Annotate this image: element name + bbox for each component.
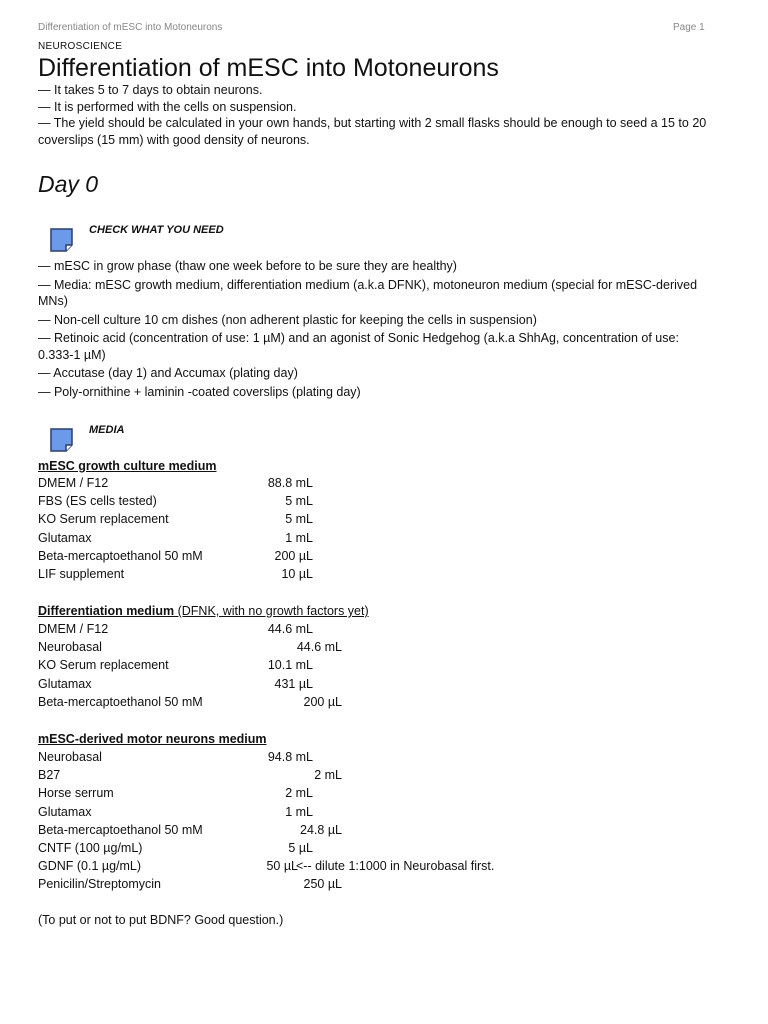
table-row	[38, 656, 538, 674]
running-header-page: Page 1	[673, 22, 705, 33]
table-row	[38, 803, 538, 821]
ingredient-amount: 5 mL	[285, 512, 313, 527]
recipe-title-text: mESC growth culture medium	[38, 459, 217, 473]
ingredient-amount: 431 µL	[274, 676, 313, 691]
ingredient-amount: 250 µL	[303, 877, 342, 892]
list-item: — Poly-ornithine + laminin -coated coverslips (plating day)	[38, 384, 361, 399]
table-row	[38, 492, 538, 510]
intro-line: — The yield should be calculated in your own hands, but starting with 2 small flasks should be enough to seed a 15 to 20 coverslips (15 mm) with good density of neurons.	[38, 116, 707, 147]
ingredient-amount: 2 mL	[314, 768, 342, 783]
table-row	[38, 529, 538, 547]
table-row	[38, 638, 538, 656]
recipe-growth	[38, 474, 538, 583]
ingredient-name: CNTF (100 µg/mL)	[38, 840, 143, 855]
ingredient-name: LIF supplement	[38, 566, 125, 581]
list-item: — Accutase (day 1) and Accumax (plating day)	[38, 366, 298, 380]
section-label-media: MEDIA	[89, 424, 125, 436]
intro-line: — It is performed with the cells on suspension.	[38, 99, 297, 114]
ingredient-name: FBS (ES cells tested)	[38, 494, 157, 509]
ingredient-name: Beta-mercaptoethanol 50 mM	[38, 822, 203, 837]
table-row	[38, 510, 538, 528]
table-row	[38, 857, 538, 875]
table-row	[38, 547, 538, 565]
table-row	[38, 675, 538, 693]
footnote: (To put or not to put BDNF? Good question.)	[38, 913, 284, 927]
table-row	[38, 565, 538, 583]
ingredient-amount: 24.8 µL	[300, 822, 342, 837]
intro-line: — It takes 5 to 7 days to obtain neurons.	[38, 83, 263, 97]
table-row	[38, 821, 538, 839]
ingredient-name: Beta-mercaptoethanol 50 mM	[38, 548, 203, 563]
table-row	[38, 784, 538, 802]
intro-paragraphs	[38, 82, 718, 148]
page-title: Differentiation of mESC into Motoneurons	[38, 54, 499, 82]
ingredient-amount: 5 µL	[288, 840, 313, 855]
ingredient-name: B27	[38, 768, 61, 783]
ingredient-name: Neurobasal	[38, 750, 102, 764]
recipe-title-text: mESC-derived motor neurons medium	[38, 732, 267, 746]
ingredient-name: Neurobasal	[38, 640, 102, 655]
recipe-diff	[38, 620, 538, 711]
ingredient-name: KO Serum replacement	[38, 512, 169, 527]
ingredient-name: DMEM / F12	[38, 622, 109, 636]
category-kicker: NEUROSCIENCE	[38, 41, 123, 52]
recipe-title-diff	[38, 603, 369, 619]
recipe-title-text: Differentiation medium	[38, 604, 175, 618]
ingredient-amount: 2 mL	[285, 786, 313, 801]
ingredient-amount: 10 µL	[281, 566, 313, 581]
table-row	[38, 474, 538, 492]
day-heading: Day 0	[38, 171, 99, 197]
list-item: — Retinoic acid (concentration of use: 1 µM) and an agonist of Sonic Hedgehog (a.k.a ShhAg, concentration of use: 0.333-1 µM)	[38, 331, 679, 362]
ingredient-name: Glutamax	[38, 530, 92, 545]
table-row	[38, 748, 538, 766]
table-row	[38, 839, 538, 857]
ingredient-amount: 5 mL	[285, 494, 313, 509]
ingredient-amount: 200 µL	[303, 694, 342, 709]
ingredient-amount: 44.6 mL	[296, 640, 342, 655]
ingredient-amount: 50 µL	[266, 859, 298, 874]
recipe-mn	[38, 748, 538, 894]
table-row	[38, 766, 538, 784]
note-icon	[50, 228, 73, 252]
ingredient-amount: 44.6 mL	[267, 622, 313, 636]
note-icon	[50, 428, 73, 452]
ingredient-name: GDNF (0.1 µg/mL)	[38, 859, 142, 874]
ingredient-comment: <-- dilute 1:1000 in Neurobasal first.	[296, 859, 495, 874]
checklist	[38, 258, 708, 402]
ingredient-name: Penicilin/Streptomycin	[38, 877, 161, 892]
recipe-title-mn	[38, 731, 267, 747]
table-row	[38, 620, 538, 638]
list-item: — mESC in grow phase (thaw one week before to be sure they are healthy)	[38, 259, 457, 273]
ingredient-name: Horse serrum	[38, 786, 114, 801]
recipe-subtitle: (DFNK, with no growth factors yet)	[174, 604, 369, 618]
ingredient-amount: 94.8 mL	[267, 750, 313, 764]
ingredient-name: Beta-mercaptoethanol 50 mM	[38, 694, 203, 709]
ingredient-name: KO Serum replacement	[38, 658, 169, 673]
recipe-title-growth	[38, 458, 217, 474]
section-label-check: CHECK WHAT YOU NEED	[89, 224, 224, 236]
ingredient-amount: 88.8 mL	[267, 476, 313, 490]
ingredient-amount: 10.1 mL	[267, 658, 313, 673]
ingredient-name: Glutamax	[38, 676, 92, 691]
list-item: — Media: mESC growth medium, differentiation medium (a.k.a DFNK), motoneuron medium (special for mESC-derived MNs)	[38, 277, 698, 308]
table-row	[38, 693, 538, 711]
ingredient-amount: 1 mL	[285, 804, 313, 819]
ingredient-name: DMEM / F12	[38, 476, 109, 490]
ingredient-amount: 200 µL	[274, 548, 313, 563]
list-item: — Non-cell culture 10 cm dishes (non adherent plastic for keeping the cells in suspension)	[38, 312, 537, 327]
ingredient-name: Glutamax	[38, 804, 92, 819]
running-header-title: Differentiation of mESC into Motoneurons	[38, 22, 223, 33]
table-row	[38, 875, 538, 893]
ingredient-amount: 1 mL	[285, 530, 313, 545]
